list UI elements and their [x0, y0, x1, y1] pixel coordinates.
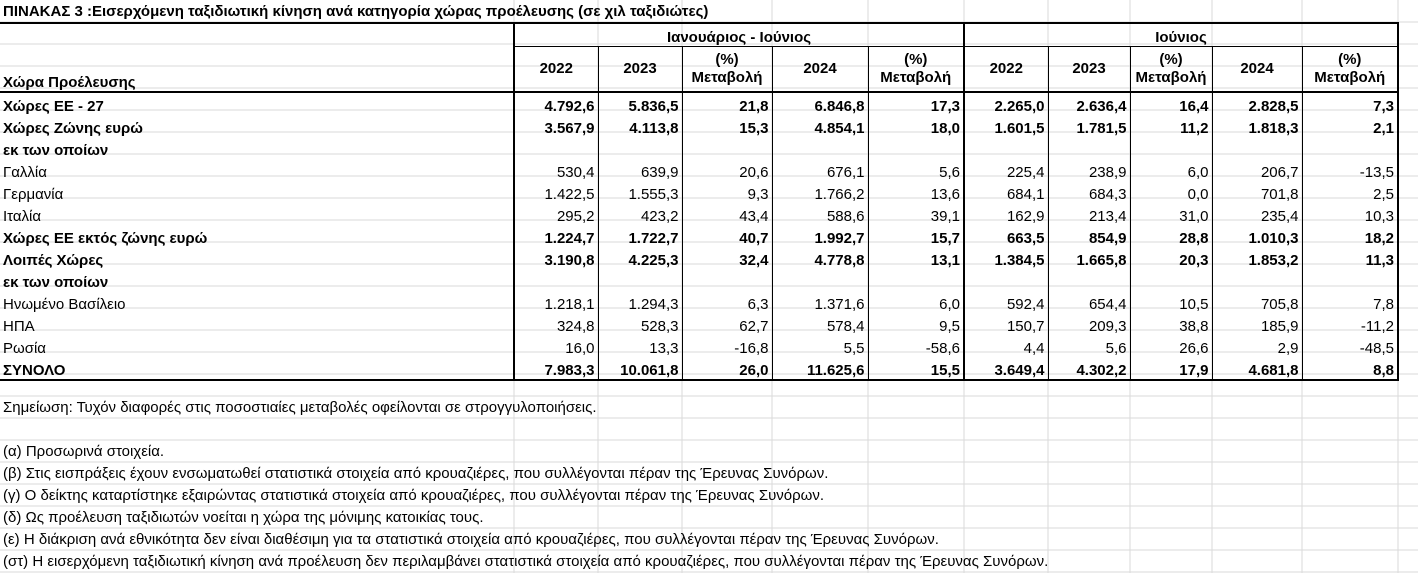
- value-cell: 11.625,6: [772, 357, 868, 380]
- table-row: [0, 92, 1398, 115]
- value-cell: 11,3: [1302, 247, 1398, 269]
- value-cell: -13,5: [1302, 159, 1398, 181]
- value-cell: 6.846,8: [772, 92, 868, 115]
- value-cell: 530,4: [514, 159, 598, 181]
- header-year-row: [0, 47, 1398, 92]
- table-row: [0, 181, 1398, 203]
- change-label: Μεταβολή: [880, 68, 952, 86]
- value-cell: 1.371,6: [772, 291, 868, 313]
- footnote-e: (ε) Η διάκριση ανά εθνικότητα δεν είναι διαθέσιμη για τα στατιστικά στοιχεία από κρουαζιέρες, που συλλέγονται πέραν της Έρευνας Συνόρων.: [3, 531, 939, 548]
- pct-label: (%): [1338, 50, 1362, 68]
- table-row: [0, 269, 1398, 291]
- value-cell: 209,3: [1048, 313, 1130, 335]
- value-cell: 684,3: [1048, 181, 1130, 203]
- country-label: ΗΠΑ: [3, 317, 35, 335]
- value-cell: 1.722,7: [598, 225, 682, 247]
- value-cell: -11,2: [1302, 313, 1398, 335]
- value-cell: 13,3: [598, 335, 682, 357]
- value-cell: 6,3: [682, 291, 772, 313]
- value-cell: 31,0: [1130, 203, 1212, 225]
- value-cell: 2,5: [1302, 181, 1398, 203]
- country-label: Γαλλία: [3, 163, 47, 181]
- value-cell: 206,7: [1212, 159, 1302, 181]
- country-column-header: Χώρα Προέλευσης: [0, 47, 514, 92]
- table-row: [0, 225, 1398, 247]
- country-label: εκ των οποίων: [3, 273, 109, 291]
- value-cell: 4.681,8: [1212, 357, 1302, 380]
- value-cell: [514, 137, 598, 159]
- value-cell: [1048, 137, 1130, 159]
- group-header-june: Ιούνιος: [964, 23, 1398, 47]
- value-cell: 854,9: [1048, 225, 1130, 247]
- value-cell: 528,3: [598, 313, 682, 335]
- value-cell: 705,8: [1212, 291, 1302, 313]
- change-label: Μεταβολή: [691, 68, 763, 86]
- value-cell: 324,8: [514, 313, 598, 335]
- rounding-note: Σημείωση: Τυχόν διαφορές στις ποσοστιαίες μεταβολές οφείλονται σε στρογγυλοποιήσεις.: [3, 399, 597, 416]
- value-cell: 1.010,3: [1212, 225, 1302, 247]
- value-cell: 588,6: [772, 203, 868, 225]
- value-cell: 8,8: [1302, 357, 1398, 380]
- value-cell: 2.265,0: [964, 92, 1048, 115]
- value-cell: 1.766,2: [772, 181, 868, 203]
- value-cell: 4,4: [964, 335, 1048, 357]
- col-header-change: [868, 47, 964, 92]
- value-cell: [772, 137, 868, 159]
- table-row: [0, 203, 1398, 225]
- value-cell: 1.555,3: [598, 181, 682, 203]
- table-title: ΠΙΝΑΚΑΣ 3 :Εισερχόμενη ταξιδιωτική κίνηση ανά κατηγορία χώρας προέλευσης (σε χιλ ταξιδιώτες): [3, 3, 709, 20]
- value-cell: 15,5: [868, 357, 964, 380]
- table-row: [0, 357, 1398, 380]
- table-row: [0, 313, 1398, 335]
- value-cell: [1048, 269, 1130, 291]
- value-cell: 1.218,1: [514, 291, 598, 313]
- country-label: Ιταλία: [3, 207, 42, 225]
- value-cell: 9,5: [868, 313, 964, 335]
- table-row: [0, 335, 1398, 357]
- value-cell: 701,8: [1212, 181, 1302, 203]
- country-label: Ρωσία: [3, 339, 46, 357]
- footnote-a: (α) Προσωρινά στοιχεία.: [3, 443, 165, 460]
- table-row: [0, 247, 1398, 269]
- value-cell: 3.649,4: [964, 357, 1048, 380]
- table-row: [0, 159, 1398, 181]
- value-cell: 62,7: [682, 313, 772, 335]
- country-label: Χώρες Ζώνης ευρώ: [3, 119, 143, 137]
- value-cell: 7.983,3: [514, 357, 598, 380]
- pct-label: (%): [715, 50, 739, 68]
- value-cell: 1.422,5: [514, 181, 598, 203]
- value-cell: 39,1: [868, 203, 964, 225]
- value-cell: 295,2: [514, 203, 598, 225]
- value-cell: 4.854,1: [772, 115, 868, 137]
- value-cell: 2,1: [1302, 115, 1398, 137]
- value-cell: 13,1: [868, 247, 964, 269]
- value-cell: 7,8: [1302, 291, 1398, 313]
- value-cell: [1212, 137, 1302, 159]
- value-cell: 26,6: [1130, 335, 1212, 357]
- value-cell: 0,0: [1130, 181, 1212, 203]
- col-header-2024: 2024: [1212, 47, 1302, 92]
- value-cell: 11,2: [1130, 115, 1212, 137]
- value-cell: 32,4: [682, 247, 772, 269]
- value-cell: 15,3: [682, 115, 772, 137]
- footnote-f: (στ) Η εισερχόμενη ταξιδιωτική κίνηση ανά προέλευση δεν περιλαμβάνει στατιστικά στοιχεία από κρουαζιέρες, που συλλέγονται πέραν της Έρευνας Συνόρων.: [3, 553, 1049, 570]
- value-cell: 43,4: [682, 203, 772, 225]
- value-cell: 639,9: [598, 159, 682, 181]
- value-cell: 654,4: [1048, 291, 1130, 313]
- value-cell: 162,9: [964, 203, 1048, 225]
- value-cell: 20,3: [1130, 247, 1212, 269]
- change-label: Μεταβολή: [1314, 68, 1386, 86]
- value-cell: 235,4: [1212, 203, 1302, 225]
- value-cell: 21,8: [682, 92, 772, 115]
- value-cell: 1.992,7: [772, 225, 868, 247]
- value-cell: 1.294,3: [598, 291, 682, 313]
- table-row: [0, 137, 1398, 159]
- value-cell: 185,9: [1212, 313, 1302, 335]
- value-cell: 16,4: [1130, 92, 1212, 115]
- pct-label: (%): [904, 50, 928, 68]
- value-cell: 6,0: [1130, 159, 1212, 181]
- pct-label: (%): [1159, 50, 1183, 68]
- value-cell: 10,3: [1302, 203, 1398, 225]
- value-cell: 18,2: [1302, 225, 1398, 247]
- value-cell: [1212, 269, 1302, 291]
- group-header-jan-jun: Ιανουάριος - Ιούνιος: [514, 23, 964, 47]
- col-header-change: [682, 47, 772, 92]
- value-cell: 1.384,5: [964, 247, 1048, 269]
- value-cell: 9,3: [682, 181, 772, 203]
- value-cell: 4.225,3: [598, 247, 682, 269]
- country-label: εκ των οποίων: [3, 141, 109, 159]
- value-cell: 38,8: [1130, 313, 1212, 335]
- value-cell: [868, 137, 964, 159]
- country-label: Λοιπές Χώρες: [3, 251, 104, 269]
- value-cell: [964, 269, 1048, 291]
- country-label: ΣΥΝΟΛΟ: [0, 357, 514, 380]
- value-cell: 17,9: [1130, 357, 1212, 380]
- value-cell: -58,6: [868, 335, 964, 357]
- value-cell: 2,9: [1212, 335, 1302, 357]
- value-cell: 5,6: [1048, 335, 1130, 357]
- value-cell: 1.853,2: [1212, 247, 1302, 269]
- arrivals-table: [0, 22, 1399, 381]
- value-cell: 5,6: [868, 159, 964, 181]
- value-cell: 18,0: [868, 115, 964, 137]
- value-cell: 28,8: [1130, 225, 1212, 247]
- value-cell: 213,4: [1048, 203, 1130, 225]
- value-cell: 6,0: [868, 291, 964, 313]
- value-cell: 150,7: [964, 313, 1048, 335]
- col-header-2023: 2023: [598, 47, 682, 92]
- value-cell: [514, 269, 598, 291]
- value-cell: 2.636,4: [1048, 92, 1130, 115]
- col-header-2023: 2023: [1048, 47, 1130, 92]
- change-label: Μεταβολή: [1135, 68, 1207, 86]
- value-cell: 238,9: [1048, 159, 1130, 181]
- value-cell: 10.061,8: [598, 357, 682, 380]
- value-cell: [1130, 269, 1212, 291]
- value-cell: 4.302,2: [1048, 357, 1130, 380]
- country-label: Ηνωμένο Βασίλειο: [3, 295, 126, 313]
- value-cell: [1130, 137, 1212, 159]
- value-cell: 5.836,5: [598, 92, 682, 115]
- country-label: Χώρες ΕΕ - 27: [3, 97, 104, 115]
- value-cell: 15,7: [868, 225, 964, 247]
- value-cell: 1.224,7: [514, 225, 598, 247]
- table-row: [0, 115, 1398, 137]
- value-cell: 3.567,9: [514, 115, 598, 137]
- value-cell: 4.792,6: [514, 92, 598, 115]
- value-cell: 1.601,5: [964, 115, 1048, 137]
- footnote-c: (γ) Ο δείκτης καταρτίστηκε εξαιρώντας στατιστικά στοιχεία από κρουαζιέρες, που συλλέγονται πέραν της Έρευνας Συνόρων.: [3, 487, 825, 504]
- header-group-row: [0, 23, 1398, 47]
- header-blank-cell: [0, 23, 514, 47]
- col-header-change: [1302, 47, 1398, 92]
- value-cell: 2.828,5: [1212, 92, 1302, 115]
- value-cell: 225,4: [964, 159, 1048, 181]
- value-cell: 676,1: [772, 159, 868, 181]
- value-cell: 26,0: [682, 357, 772, 380]
- value-cell: [772, 269, 868, 291]
- value-cell: 1.818,3: [1212, 115, 1302, 137]
- value-cell: 13,6: [868, 181, 964, 203]
- value-cell: 684,1: [964, 181, 1048, 203]
- value-cell: 4.778,8: [772, 247, 868, 269]
- value-cell: 10,5: [1130, 291, 1212, 313]
- col-header-2022: 2022: [514, 47, 598, 92]
- value-cell: [598, 269, 682, 291]
- value-cell: [682, 137, 772, 159]
- value-cell: 7,3: [1302, 92, 1398, 115]
- footnote-b: (β) Στις εισπράξεις έχουν ενσωματωθεί στατιστικά στοιχεία από κρουαζιέρες, που συλλέγονται πέραν της Έρευνας Συνόρων.: [3, 465, 829, 482]
- value-cell: [964, 137, 1048, 159]
- col-header-change: [1130, 47, 1212, 92]
- col-header-2024: 2024: [772, 47, 868, 92]
- value-cell: 5,5: [772, 335, 868, 357]
- value-cell: 16,0: [514, 335, 598, 357]
- value-cell: [682, 269, 772, 291]
- value-cell: 40,7: [682, 225, 772, 247]
- value-cell: 1.781,5: [1048, 115, 1130, 137]
- value-cell: 578,4: [772, 313, 868, 335]
- value-cell: [868, 269, 964, 291]
- value-cell: [598, 137, 682, 159]
- value-cell: 592,4: [964, 291, 1048, 313]
- value-cell: 20,6: [682, 159, 772, 181]
- col-header-2022: 2022: [964, 47, 1048, 92]
- value-cell: [1302, 269, 1398, 291]
- value-cell: 663,5: [964, 225, 1048, 247]
- country-label: Γερμανία: [3, 185, 64, 203]
- value-cell: 1.665,8: [1048, 247, 1130, 269]
- value-cell: [1302, 137, 1398, 159]
- value-cell: 423,2: [598, 203, 682, 225]
- value-cell: -16,8: [682, 335, 772, 357]
- table-row: [0, 291, 1398, 313]
- country-label: Χώρες ΕΕ εκτός ζώνης ευρώ: [3, 229, 208, 247]
- value-cell: 3.190,8: [514, 247, 598, 269]
- value-cell: -48,5: [1302, 335, 1398, 357]
- footnote-d: (δ) Ως προέλευση ταξιδιωτών νοείται η χώρα της μόνιμης κατοικίας τους.: [3, 509, 484, 526]
- value-cell: 17,3: [868, 92, 964, 115]
- value-cell: 4.113,8: [598, 115, 682, 137]
